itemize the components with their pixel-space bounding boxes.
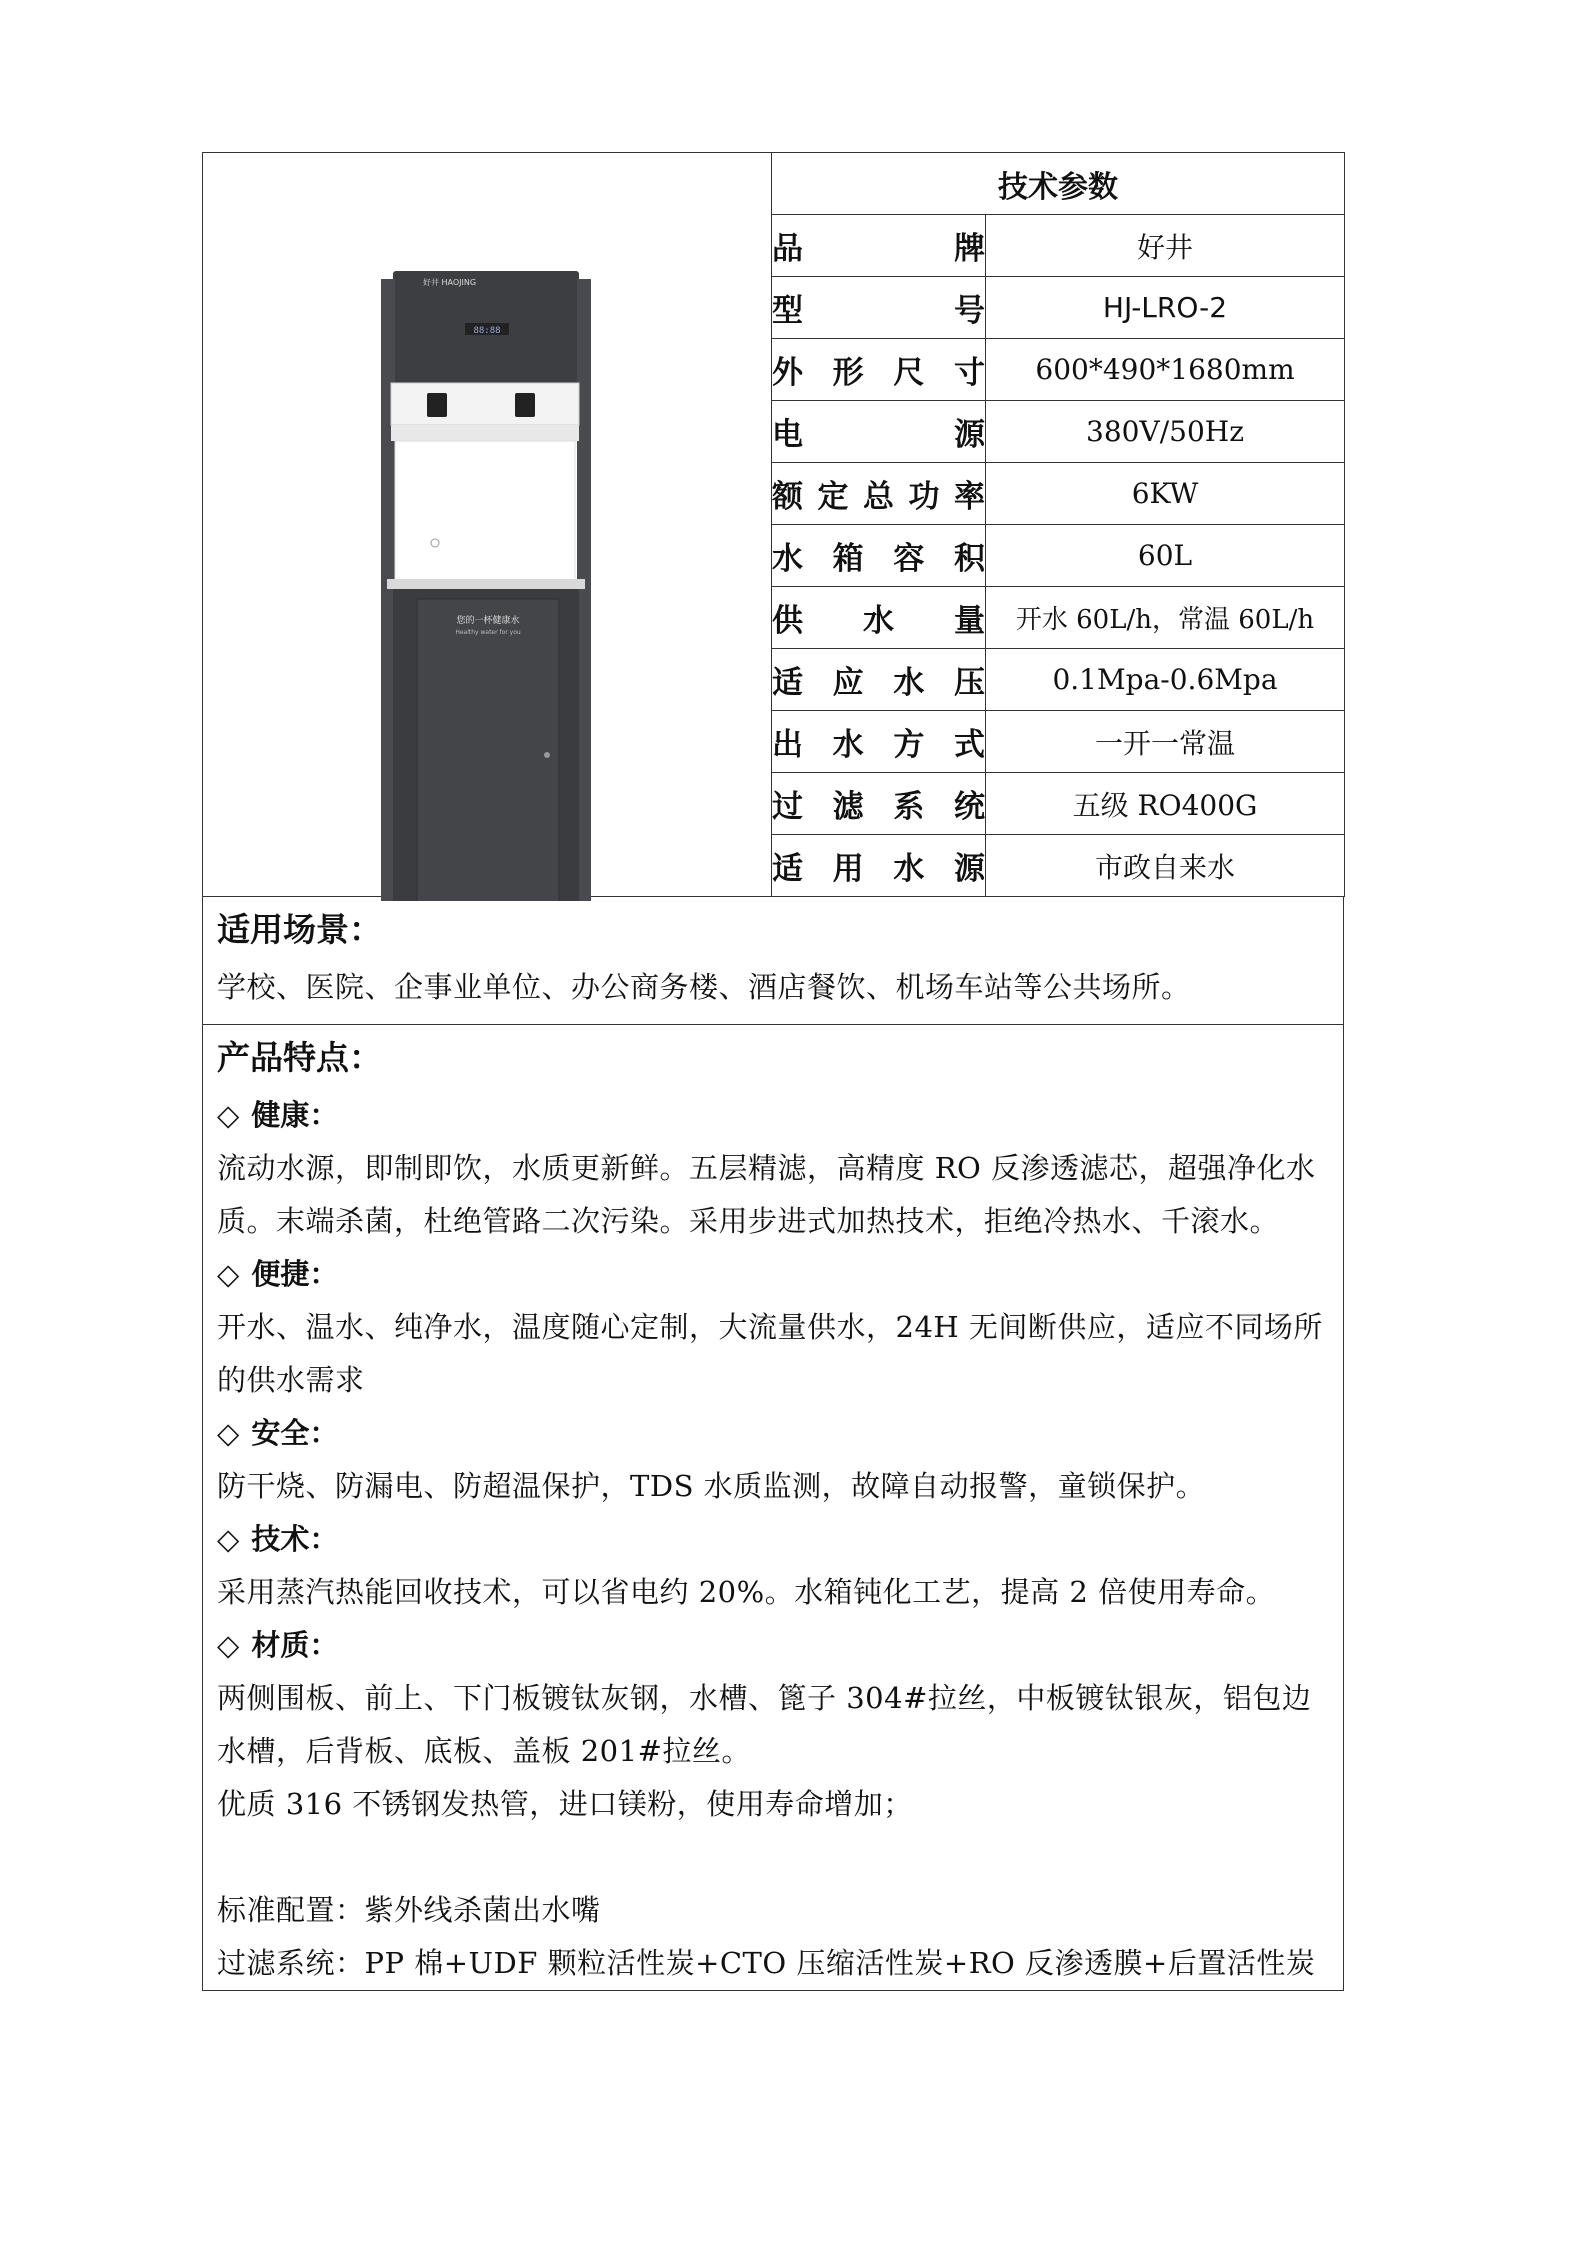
- diamond-icon: ◇: [217, 1628, 240, 1662]
- spec-value: 开水 60L/h，常温 60L/h: [986, 587, 1345, 649]
- cabinet-sub-label: Healthy water for you: [455, 629, 521, 636]
- feature-extra-text: 优质 316 不锈钢发热管，进口镁粉，使用寿命增加；: [217, 1787, 913, 1821]
- spec-label: 适 用 水 源: [772, 835, 986, 897]
- feature-text: 两侧围板、前上、下门板镀钛灰钢，水槽、篦子 304#拉丝，中板镀钛银灰，铝包边水槽，后背板、底板、盖板 201#拉丝。: [217, 1681, 1312, 1768]
- spec-value: 380V/50Hz: [986, 401, 1345, 463]
- spec-value: 600*490*1680mm: [986, 339, 1345, 401]
- svg-text:88:88: 88:88: [473, 326, 501, 336]
- spec-label: 品 牌: [772, 215, 986, 277]
- diamond-icon: ◇: [217, 1257, 240, 1291]
- spec-value: 6KW: [986, 463, 1345, 525]
- spec-value: 五级 RO400G: [986, 773, 1345, 835]
- spec-label: 供 水 量: [772, 587, 986, 649]
- spec-label: 出 水 方 式: [772, 711, 986, 773]
- spec-table: [202, 152, 1345, 897]
- feature-heading: ◇ 材质：: [217, 1628, 339, 1662]
- spec-value: 60L: [986, 525, 1345, 587]
- feature-heading: ◇ 技术：: [217, 1522, 339, 1556]
- features-section: [202, 1025, 1344, 1991]
- feature-text: 流动水源，即制即饮，水质更新鲜。五层精滤，高精度 RO 反渗透滤芯，超强净化水质。末端杀菌，杜绝管路二次污染。采用步进式加热技术，拒绝冷热水、千滚水。: [217, 1151, 1316, 1238]
- feature-heading: ◇ 便捷：: [217, 1257, 339, 1291]
- cabinet-label: 您的一杯健康水: [456, 616, 520, 626]
- spec-value: HJ-LRO-2: [986, 277, 1345, 339]
- document-page: [202, 152, 1344, 1991]
- feature-text: 采用蒸汽热能回收技术，可以省电约 20%。水箱钝化工艺，提高 2 倍使用寿命。: [217, 1575, 1276, 1609]
- feature-text: 防干烧、防漏电、防超温保护，TDS 水质监测，故障自动报警，童锁保护。: [217, 1469, 1206, 1503]
- spec-label: 型 号: [772, 277, 986, 339]
- spec-label: 水 箱 容 积: [772, 525, 986, 587]
- spec-value: 0.1Mpa-0.6Mpa: [986, 649, 1345, 711]
- spec-value: 一开一常温: [986, 711, 1345, 773]
- spec-label: 过 滤 系 统: [772, 773, 986, 835]
- spec-label: 额 定 总 功 率: [772, 463, 986, 525]
- product-image-cell: [203, 153, 772, 897]
- brand-logo-text: 好井 HAOJING: [423, 278, 477, 287]
- scenes-section: [202, 897, 1344, 1025]
- feature-text: 开水、温水、纯净水，温度随心定制，大流量供水，24H 无间断供应，适应不同场所的供水需求: [217, 1310, 1323, 1397]
- scenes-title: 适用场景：: [217, 910, 382, 949]
- spec-value: 市政自来水: [986, 835, 1345, 897]
- features-title: 产品特点：: [217, 1038, 382, 1077]
- feature-heading: ◇ 安全：: [217, 1416, 339, 1450]
- diamond-icon: ◇: [217, 1522, 240, 1556]
- spec-label: 适 应 水 压: [772, 649, 986, 711]
- diamond-icon: ◇: [217, 1416, 240, 1450]
- diamond-icon: ◇: [217, 1098, 240, 1132]
- feature-heading: ◇ 健康：: [217, 1098, 339, 1132]
- standard-config-text: 标准配置：紫外线杀菌出水嘴: [217, 1893, 601, 1927]
- spec-label: 外 形 尺 寸: [772, 339, 986, 401]
- filter-system-text: 过滤系统：PP 棉+UDF 颗粒活性炭+CTO 压缩活性炭+RO 反渗透膜+后置活性炭: [217, 1946, 1316, 1980]
- water-dispenser-image: [203, 153, 772, 901]
- spec-table-header: 技术参数: [772, 153, 1345, 215]
- spec-label: 电 源: [772, 401, 986, 463]
- scenes-text: 学校、医院、企事业单位、办公商务楼、酒店餐饮、机场车站等公共场所。: [217, 970, 1191, 1004]
- spec-value: 好井: [986, 215, 1345, 277]
